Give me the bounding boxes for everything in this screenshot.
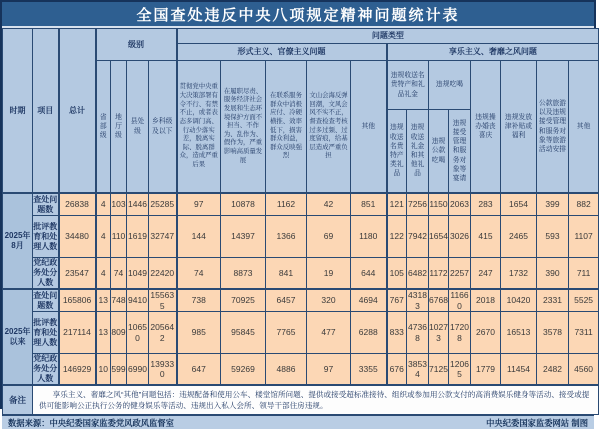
data-cell: 103	[111, 193, 127, 216]
header-level-province: 省部级	[96, 61, 111, 194]
data-cell: 985	[177, 312, 221, 354]
data-cell: 2063	[449, 193, 471, 216]
item-label: 查处问题数	[33, 289, 59, 312]
header-period: 时期	[3, 29, 33, 194]
data-cell: 70925	[221, 289, 266, 312]
data-cell: 97	[307, 354, 351, 386]
table-row	[3, 289, 599, 312]
data-cell: 144	[177, 216, 221, 258]
data-cell: 7125	[429, 354, 449, 386]
data-cell: 7311	[569, 312, 599, 354]
data-cell: 34480	[59, 216, 96, 258]
data-cell: 12065	[449, 354, 471, 386]
data-cell: 647	[177, 354, 221, 386]
data-cell: 738	[177, 289, 221, 312]
header-allowances: 违规发放津补贴或福利	[501, 61, 537, 194]
data-cell: 399	[537, 193, 569, 216]
data-cell: 7256	[407, 193, 429, 216]
data-cell: 16513	[501, 312, 537, 354]
data-cell: 2018	[471, 289, 501, 312]
page-title: 全国查处违反中央八项规定精神问题统计表	[2, 2, 594, 28]
data-cell: 2331	[537, 289, 569, 312]
data-cell: 767	[387, 289, 407, 312]
data-cell: 6768	[429, 289, 449, 312]
header-level-prefecture: 地厅级	[111, 61, 127, 194]
data-cell: 38534	[407, 354, 429, 386]
data-cell: 6288	[351, 312, 387, 354]
data-cell: 6990	[127, 354, 149, 386]
data-cell: 121	[387, 193, 407, 216]
data-cell: 217114	[59, 312, 96, 354]
data-cell: 3355	[351, 354, 387, 386]
header-public-travel: 公款旅游以及违规接受管理和服务对象等旅游活动安排	[537, 61, 569, 194]
data-cell: 1619	[127, 216, 149, 258]
data-cell: 6457	[266, 289, 307, 312]
header-formalism-other: 其他	[351, 61, 387, 194]
data-cell: 10273	[429, 312, 449, 354]
data-cell: 59269	[221, 354, 266, 386]
table-row	[3, 193, 599, 216]
data-cell: 95845	[221, 312, 266, 354]
header-dining-public-funds: 违规公款吃喝	[429, 110, 449, 194]
data-cell: 26838	[59, 193, 96, 216]
data-cell: 809	[111, 312, 127, 354]
data-cell: 11454	[501, 354, 537, 386]
data-cell: 10	[96, 354, 111, 386]
data-cell: 882	[569, 193, 599, 216]
note-text: 享乐主义、奢靡之风“其他”问题包括：违规配备和使用公车、楼堂馆所问题、提供或接受超标准接待、组织或参加用公款支付的高消费娱乐健身等活动、接受或提供可能影响公正执行公务的健身娱乐等活动、违规出入私人会所、领导干部住房违规。	[33, 385, 599, 415]
data-cell: 69	[307, 216, 351, 258]
header-hedonism-other: 其他	[569, 61, 599, 194]
data-cell: 841	[266, 258, 307, 290]
data-cell: 7942	[407, 216, 429, 258]
data-cell: 390	[537, 258, 569, 290]
data-cell: 139330	[149, 354, 177, 386]
header-dining-banquets: 违规接受管理和服务对象等宴请	[449, 110, 471, 194]
data-cell: 3026	[449, 216, 471, 258]
data-cell: 43183	[408, 290, 427, 311]
data-cell: 748	[111, 289, 127, 312]
header-level-township: 乡科级及以下	[149, 61, 177, 194]
data-cell: 4694	[351, 289, 387, 312]
data-cell: 593	[537, 216, 569, 258]
header-formalism-4: 文山会海反弹回潮，文风会风不实不正，督查检查考核过多过频、过度留痕，给基层造成严重负担	[307, 61, 351, 194]
data-cell: 3578	[537, 312, 569, 354]
data-cell: 1150	[429, 193, 449, 216]
item-label: 党纪政务处分人数	[33, 258, 58, 287]
data-cell: 1366	[266, 216, 307, 258]
data-cell: 1049	[127, 258, 149, 290]
data-cell: 2257	[449, 258, 471, 290]
header-total: 总计	[59, 29, 96, 194]
data-cell: 25285	[149, 193, 177, 216]
header-formalism-group: 形式主义、官僚主义问题	[177, 44, 387, 61]
item-label: 党纪政务处分人数	[33, 354, 58, 384]
data-cell: 833	[387, 312, 407, 354]
data-cell: 74	[111, 258, 127, 290]
data-cell: 676	[387, 354, 407, 386]
data-cell: 23547	[59, 258, 96, 290]
data-cell: 205642	[149, 312, 177, 354]
statistics-table	[2, 28, 599, 415]
data-cell: 17208	[449, 312, 471, 354]
data-cell: 6482	[407, 258, 429, 290]
data-cell: 1779	[471, 354, 501, 386]
data-cell: 1446	[127, 193, 149, 216]
credit-text: 中央纪委国家监委网站 制图	[486, 417, 588, 428]
data-cell: 851	[351, 193, 387, 216]
header-dining-group: 违规吃喝	[429, 61, 471, 110]
header-type-group: 问题类型	[177, 29, 599, 44]
data-cell: 477	[307, 312, 351, 354]
data-cell: 22420	[149, 258, 177, 290]
data-cell: 2670	[471, 312, 501, 354]
data-cell: 4	[96, 216, 111, 258]
data-cell: 13	[96, 289, 111, 312]
data-cell: 644	[351, 258, 387, 290]
data-cell: 247	[471, 258, 501, 290]
header-gifts-group: 违规收送名贵特产和礼品礼金	[387, 61, 429, 110]
item-label: 批评教育和处理人数	[33, 216, 59, 258]
data-cell: 110	[111, 216, 127, 258]
data-cell: 2465	[501, 216, 537, 258]
data-cell: 1732	[501, 258, 537, 290]
header-weddings-funerals: 违规操办婚丧喜庆	[471, 61, 501, 194]
data-cell: 32747	[149, 216, 177, 258]
header-formalism-2: 在履职尽责、服务经济社会发展和生态环境保护方面不担当、不作为、乱作为、假作为，严重影响高质量发展	[221, 61, 266, 194]
data-cell: 320	[307, 289, 351, 312]
data-cell: 10878	[221, 193, 266, 216]
data-cell: 415	[471, 216, 501, 258]
header-level-county: 县处级	[127, 61, 149, 194]
data-cell: 4560	[569, 354, 599, 386]
note-label: 备注	[3, 385, 33, 415]
header-formalism-3: 在联系服务群众中消极应付、冷硬横推、效率低下，损害群众利益，群众反映强烈	[266, 61, 307, 194]
data-cell: 11660	[450, 290, 469, 311]
data-cell: 711	[569, 258, 599, 290]
data-cell: 5525	[569, 289, 599, 312]
data-cell: 599	[111, 354, 127, 386]
data-cell: 4886	[266, 354, 307, 386]
table-row	[3, 216, 599, 258]
data-cell: 105	[387, 258, 407, 290]
data-cell: 165806	[59, 289, 96, 312]
header-formalism-1: 贯彻党中央重大决策部署有令不行、有禁不止，或者表态多调门高、行动少落实差，脱离实际、脱离群众，造成严重后果	[177, 61, 221, 194]
period-cell: 2025年以来	[3, 289, 33, 385]
data-cell: 1107	[569, 216, 599, 258]
data-cell: 122	[387, 216, 407, 258]
data-cell: 1172	[429, 258, 449, 290]
header-hedonism-group: 享乐主义、奢靡之风问题	[387, 44, 599, 61]
data-cell: 1654	[501, 193, 537, 216]
header-gifts-specialty: 违规收送名贵特产类礼品	[387, 110, 407, 194]
header-level-group: 级别	[96, 29, 177, 61]
data-cell: 4	[96, 258, 111, 290]
data-cell: 1654	[429, 216, 449, 258]
data-cell: 8873	[221, 258, 266, 290]
note-row	[3, 385, 599, 415]
table-row	[3, 354, 599, 386]
data-cell: 10650	[127, 312, 149, 354]
data-cell: 283	[471, 193, 501, 216]
data-cell: 13	[96, 312, 111, 354]
data-cell: 74	[177, 258, 221, 290]
data-cell: 47368	[407, 312, 429, 354]
data-cell: 2482	[537, 354, 569, 386]
data-cell: 1162	[266, 193, 307, 216]
data-cell: 7765	[266, 312, 307, 354]
data-cell: 10420	[501, 289, 537, 312]
data-cell: 14397	[221, 216, 266, 258]
data-cell: 155635	[149, 289, 177, 312]
table-row	[3, 258, 599, 290]
data-cell: 42	[307, 193, 351, 216]
header-item: 项目	[33, 29, 59, 194]
data-cell: 146929	[59, 354, 96, 386]
source-bar	[2, 415, 594, 429]
header-row-1	[3, 29, 599, 44]
period-cell: 2025年8月	[3, 193, 33, 289]
data-cell: 1180	[351, 216, 387, 258]
header-gifts-cash: 违规收送礼金和其他礼品	[407, 110, 429, 194]
data-cell: 19	[307, 258, 351, 290]
item-label: 查处问题数	[33, 194, 58, 214]
data-cell: 4	[96, 193, 111, 216]
data-source-text: 数据来源：中央纪委国家监委党风政风监督室	[8, 417, 174, 428]
table-row	[3, 312, 599, 354]
item-label: 批评教育和处理人数	[33, 312, 59, 354]
data-cell: 9410	[127, 289, 149, 312]
data-cell: 97	[177, 193, 221, 216]
